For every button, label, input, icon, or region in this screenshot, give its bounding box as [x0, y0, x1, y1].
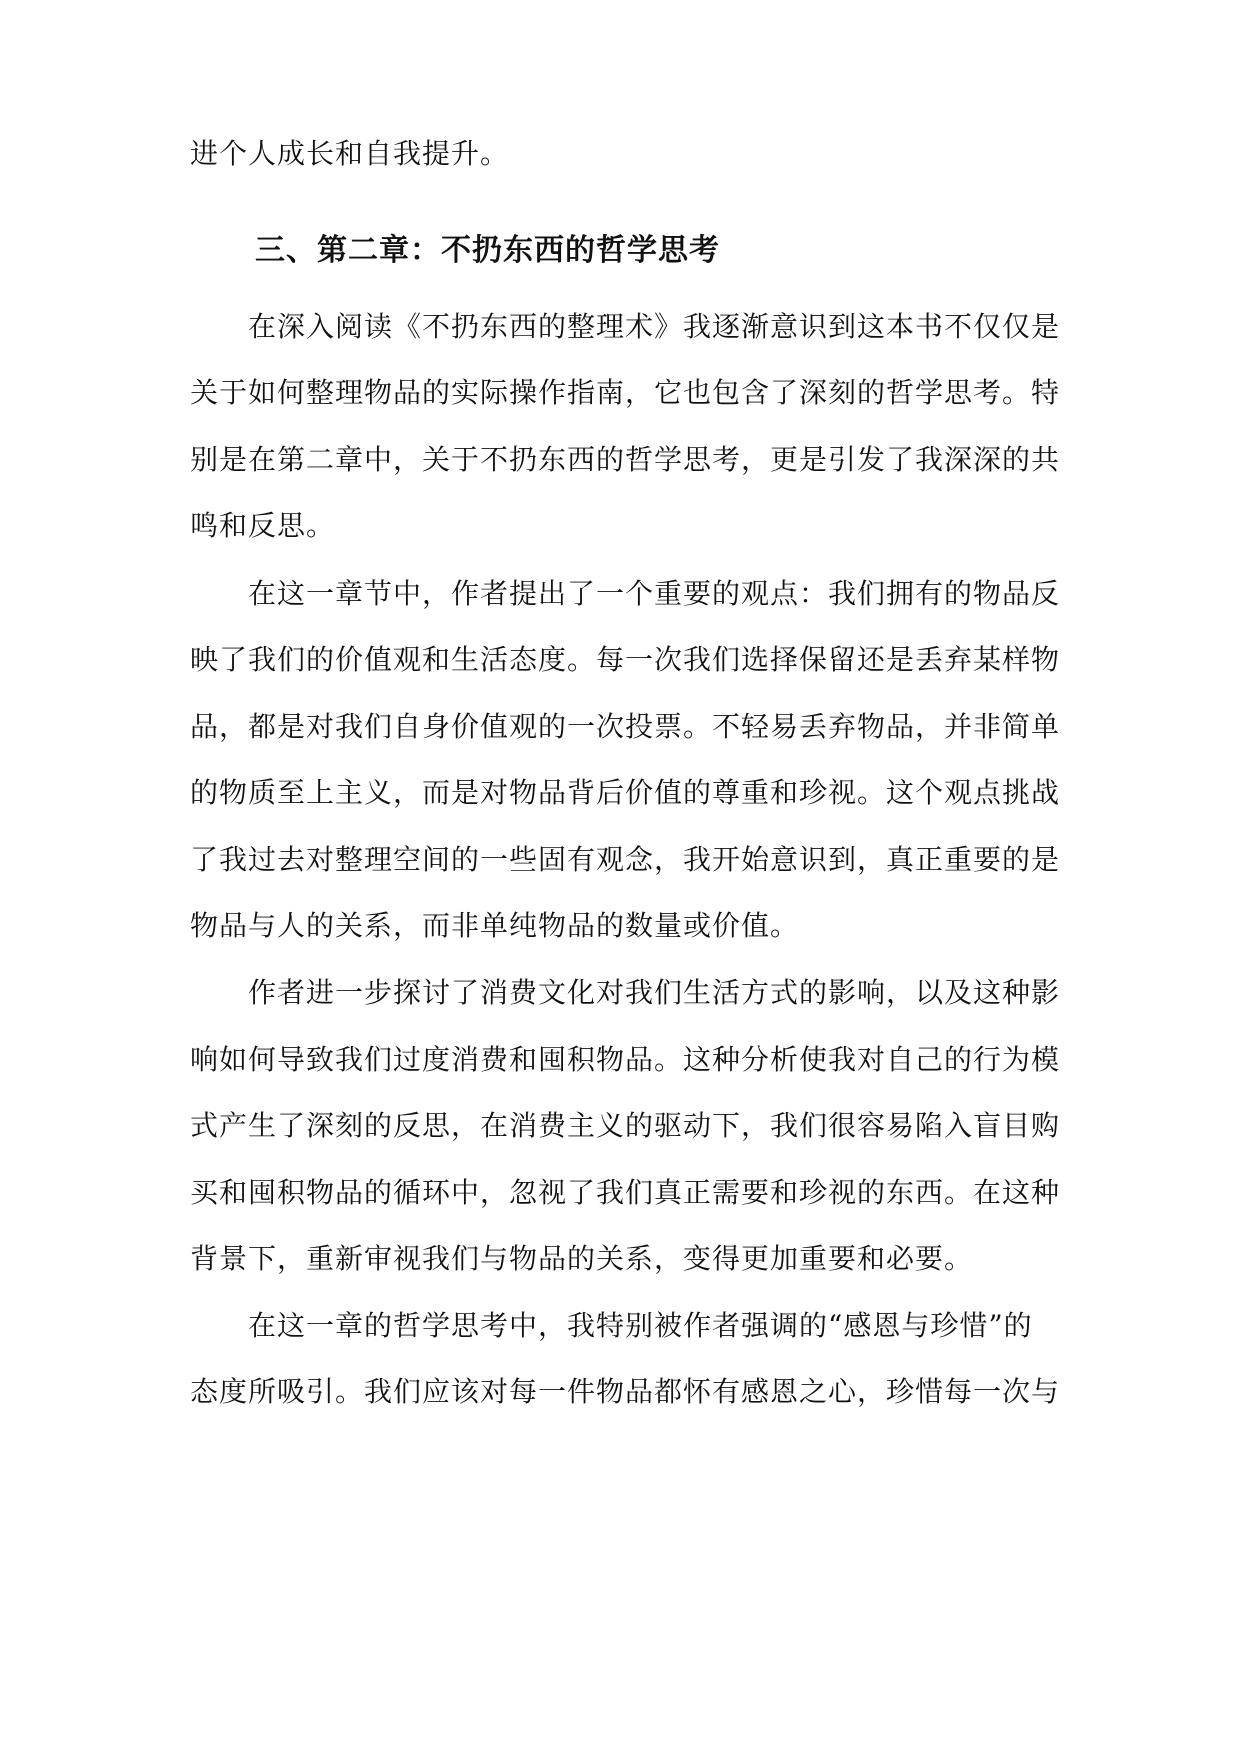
paragraph-line: 式产生了深刻的反思，在消费主义的驱动下，我们很容易陷入盲目购 — [190, 1109, 1061, 1142]
paragraph-line: 作者进一步探讨了消费文化对我们生活方式的影响，以及这种影 — [248, 976, 1061, 1009]
paragraph-line: 响如何导致我们过度消费和囤积物品。这种分析使我对自己的行为模 — [190, 1043, 1061, 1076]
paragraph-line: 物品与人的关系，而非单纯物品的数量或价值。 — [190, 909, 800, 942]
paragraph-line: 在这一章的哲学思考中，我特别被作者强调的“感恩与珍惜”的 — [248, 1309, 1033, 1342]
paragraph-line: 背景下，重新审视我们与物品的关系，变得更加重要和必要。 — [190, 1242, 974, 1275]
paragraph-line: 的物质至上主义，而是对物品背后价值的尊重和珍视。这个观点挑战 — [190, 776, 1061, 809]
paragraph-line: 别是在第二章中，关于不扔东西的哲学思考，更是引发了我深深的共 — [190, 443, 1061, 476]
paragraph-line: 鸣和反思。 — [190, 509, 336, 542]
paragraph-line: 了我过去对整理空间的一些固有观念，我开始意识到，真正重要的是 — [190, 843, 1061, 876]
paragraph-line: 态度所吸引。我们应该对每一件物品都怀有感恩之心，珍惜每一次与 — [190, 1375, 1061, 1408]
paragraph-line: 在深入阅读《不扔东西的整理术》我逐渐意识到这本书不仅仅是 — [248, 310, 1061, 343]
paragraph-line: 在这一章节中，作者提出了一个重要的观点：我们拥有的物品反 — [248, 577, 1061, 610]
paragraph-line: 买和囤积物品的循环中，忽视了我们真正需要和珍视的东西。在这种 — [190, 1176, 1061, 1209]
paragraph-line: 关于如何整理物品的实际操作指南，它也包含了深刻的哲学思考。特 — [190, 376, 1061, 409]
section-heading: 三、第二章：不扔东西的哲学思考 — [255, 233, 720, 268]
carryover-line: 进个人成长和自我提升。 — [190, 137, 510, 170]
paragraph-line: 映了我们的价值观和生活态度。每一次我们选择保留还是丢弃某样物 — [190, 643, 1061, 676]
paragraph-line: 品，都是对我们自身价值观的一次投票。不轻易丢弃物品，并非简单 — [190, 710, 1061, 743]
